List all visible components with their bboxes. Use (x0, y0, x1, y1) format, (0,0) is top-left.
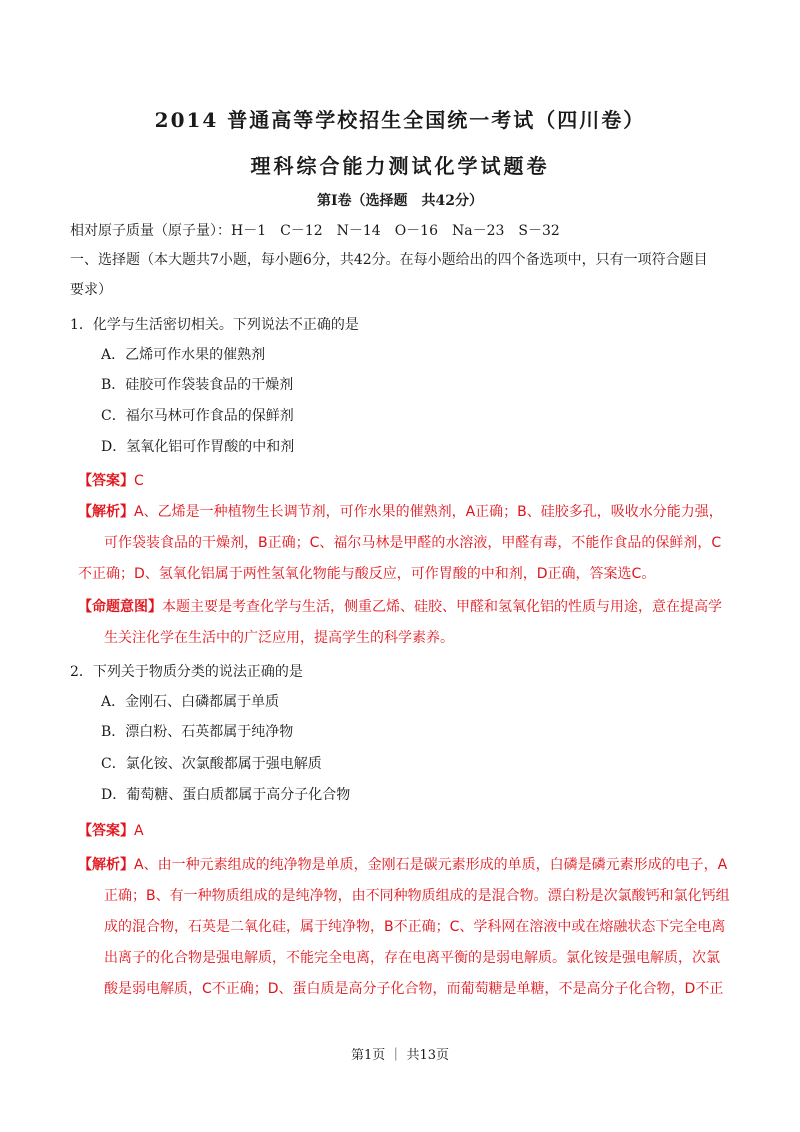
question-1-intent-line-1: 【命题意图】本题主要是考查化学与生活，侧重乙烯、硅胶、甲醛和氢氧化铝的性质与用途，意在提高学 (78, 599, 722, 615)
question-1-analysis-line-3: 不正确；D、氢氧化铝属于两性氢氧化物能与酸反应，可作胃酸的中和剂，D正确，答案选C。 (78, 566, 656, 582)
answer-value: C (134, 473, 144, 489)
question-2-analysis-line-2: 正确；B、有一种物质组成的是纯净物，由不同种物质组成的是混合物。漂白粉是次氯酸钙和氯化钙组 (104, 888, 730, 904)
question-1-analysis-line-1: 【解析】A、乙烯是一种植物生长调节剂，可作水果的催熟剂，A正确；B、硅胶多孔，吸收水分能力强， (78, 504, 723, 520)
exam-title: 2014 普通高等学校招生全国统一考试（四川卷） (154, 108, 646, 132)
question-1-stem: 1．化学与生活密切相关。下列说法不正确的是 (70, 317, 359, 333)
analysis-tag: 【解析】 (78, 857, 134, 873)
question-2-analysis-line-5: 酸是弱电解质，C不正确；D、蛋白质是高分子化合物，而葡萄糖是单糖，不是高分子化合物，D不正 (104, 981, 724, 997)
question-2-answer (78, 821, 742, 841)
question-1-analysis-line-2: 可作袋装食品的干燥剂，B正确；C、福尔马林是甲醛的水溶液，甲醛有毒，不能作食品的保鲜剂，C (104, 535, 722, 551)
question-2-option-a: A．金刚石、白磷都属于单质 (101, 694, 280, 710)
question-1-option-a: A．乙烯可作水果的催熟剂 (101, 347, 266, 363)
question-2-analysis-line-3: 成的混合物，石英是二氧化硅，属于纯净物，B不正确；C、学科网在溶液中或在熔融状态下完全电离 (104, 919, 726, 935)
intent-tag: 【命题意图】 (78, 599, 162, 615)
question-1-answer (78, 471, 742, 491)
atomic-masses: 相对原子质量（原子量）：H－1 C－12 N－14 O－16 Na－23 S－32 (70, 223, 560, 239)
answer-tag: 【答案】 (78, 823, 134, 839)
exam-subtitle: 理科综合能力测试化学试题卷 (250, 154, 550, 178)
question-2-analysis-line-1: 【解析】A、由一种元素组成的纯净物是单质，金刚石是碳元素形成的单质，白磷是磷元素形成的电子，A (78, 857, 728, 873)
question-2-option-b: B．漂白粉、石英都属于纯净物 (101, 724, 294, 740)
question-2-analysis-line-4: 出离子的化合物是强电解质，不能完全电离，存在电离平衡的是弱电解质。氯化铵是强电解质，次氯 (104, 950, 720, 966)
question-1-option-b: B．硅胶可作袋装食品的干燥剂 (101, 377, 294, 393)
question-2-stem: 2．下列关于物质分类的说法正确的是 (70, 664, 303, 680)
answer-tag: 【答案】 (78, 473, 134, 489)
question-2-option-d: D．葡萄糖、蛋白质都属于高分子化合物 (101, 787, 351, 803)
page-footer: 第1页 ｜ 共13页 (350, 1048, 450, 1063)
question-1-intent-line-2: 生关注化学在生活中的广泛应用，提高学生的科学素养。 (104, 630, 454, 646)
question-1-option-c: C．福尔马林可作食品的保鲜剂 (101, 408, 294, 424)
answer-value: A (134, 823, 144, 839)
instructions-line-2: 要求） (70, 282, 112, 298)
section-heading: 第Ⅰ卷（选择题 共42分） (316, 193, 484, 209)
analysis-tag: 【解析】 (78, 504, 134, 520)
question-2-option-c: C．氯化铵、次氯酸都属于强电解质 (101, 756, 322, 772)
question-1-option-d: D．氢氧化铝可作胃酸的中和剂 (101, 439, 295, 455)
instructions-line-1: 一、选择题（本大题共7小题，每小题6分，共42分。在每小题给出的四个备选项中，只有一项符合题目 (70, 252, 708, 268)
